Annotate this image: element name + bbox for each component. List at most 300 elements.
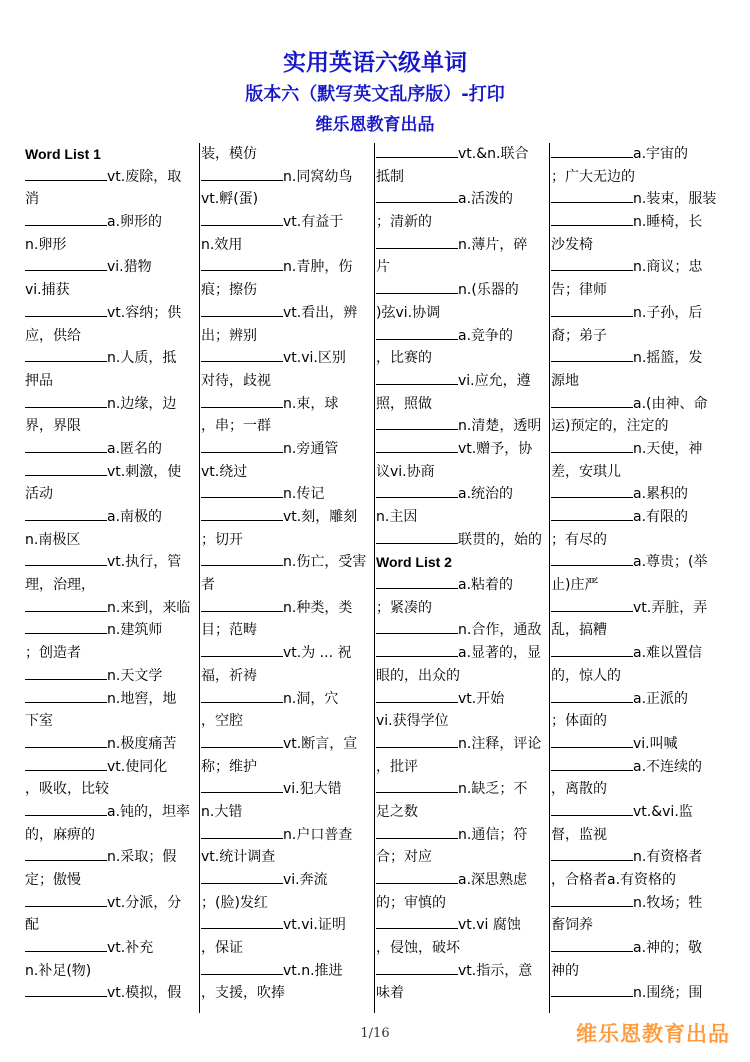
- word-entry-line: [24, 234, 194, 257]
- entry-text: n.通信；符: [458, 826, 528, 843]
- entry-text: vt.绕过: [201, 463, 248, 480]
- entry-text: n.传记: [283, 486, 325, 503]
- word-entry-line: [24, 529, 194, 552]
- word-entry-line: [200, 597, 370, 620]
- word-entry-line: [375, 801, 545, 824]
- entry-text: ，空腔: [201, 713, 243, 730]
- entry-text: 抵制: [376, 168, 404, 185]
- word-list-heading: [24, 143, 194, 166]
- word-entry-line: [375, 597, 545, 620]
- word-entry-line: [24, 960, 194, 983]
- blank-underline: [376, 619, 458, 634]
- word-entry-line: [24, 166, 194, 189]
- blank-underline: [551, 483, 633, 498]
- entry-text: n.户口普查: [283, 826, 353, 843]
- entry-text: 畜饲养: [551, 917, 593, 934]
- blank-underline: [201, 688, 283, 703]
- blank-underline: [25, 733, 107, 748]
- blank-underline: [376, 529, 458, 544]
- blank-underline: [551, 756, 633, 771]
- word-entry-line: [550, 756, 720, 779]
- entry-text: n.摇篮，发: [633, 350, 703, 367]
- entry-text: vt.指示，意: [458, 962, 533, 979]
- entry-text: 的；审慎的: [376, 894, 446, 911]
- entry-text: n.来到，来临: [107, 599, 191, 616]
- blank-underline: [25, 347, 107, 362]
- blank-underline: [551, 937, 633, 952]
- entry-text: 配: [25, 917, 39, 934]
- word-entry-line: [375, 846, 545, 869]
- entry-text: a.正派的: [633, 690, 689, 707]
- word-entry-line: [200, 256, 370, 279]
- word-entry-line: [24, 438, 194, 461]
- word-entry-line: [375, 370, 545, 393]
- word-entry-line: [375, 461, 545, 484]
- page-number: 1/16: [360, 1026, 390, 1041]
- entry-text: vt.&vi.监: [633, 803, 693, 820]
- word-entry-line: [550, 370, 720, 393]
- word-entry-line: [24, 824, 194, 847]
- blank-underline: [376, 483, 458, 498]
- blank-underline: [551, 211, 633, 226]
- word-entry-line: [550, 302, 720, 325]
- blank-underline: [25, 302, 107, 317]
- entry-text: a.(由神、命: [633, 395, 708, 412]
- word-entry-line: [200, 960, 370, 983]
- blank-underline: [25, 597, 107, 612]
- blank-underline: [551, 982, 633, 997]
- word-entry-line: [550, 710, 720, 733]
- entry-text: n.有资格者: [633, 849, 703, 866]
- word-list-columns: [20, 143, 734, 1013]
- word-entry-line: [375, 325, 545, 348]
- word-entry-line: [24, 937, 194, 960]
- entry-text: a.竞争的: [458, 327, 514, 344]
- word-entry-line: [550, 688, 720, 711]
- entry-text: 照，照做: [376, 395, 432, 412]
- blank-underline: [201, 960, 283, 975]
- blank-underline: [25, 438, 107, 453]
- entry-text: 消: [25, 191, 39, 208]
- page-title: 实用英语六级单词: [283, 50, 467, 76]
- word-entry-line: [550, 279, 720, 302]
- entry-text: n.极度痛苦: [107, 735, 177, 752]
- word-entry-line: [375, 415, 545, 438]
- entry-text: 片: [376, 259, 390, 276]
- word-entry-line: [550, 665, 720, 688]
- entry-text: vi.奔流: [283, 872, 328, 888]
- word-entry-line: [24, 483, 194, 506]
- word-entry-line: [200, 234, 370, 257]
- word-entry-line: [200, 710, 370, 733]
- word-entry-line: [550, 982, 720, 1005]
- word-entry-line: [200, 211, 370, 234]
- word-entry-line: [24, 846, 194, 869]
- entry-text: 痕；擦伤: [201, 282, 257, 299]
- entry-text: n.伤亡，受害: [283, 554, 367, 571]
- blank-underline: [201, 869, 283, 884]
- word-entry-line: [200, 846, 370, 869]
- word-entry-line: [550, 166, 720, 189]
- entry-text: n.牧场；牲: [633, 894, 703, 911]
- word-entry-line: [550, 960, 720, 983]
- entry-text: ，合格者a.有资格的: [551, 872, 677, 888]
- word-entry-line: [24, 302, 194, 325]
- blank-underline: [376, 778, 458, 793]
- entry-text: ；切开: [201, 531, 243, 548]
- blank-underline: [25, 892, 107, 907]
- word-entry-line: [375, 824, 545, 847]
- blank-underline: [25, 619, 107, 634]
- entry-text: vt.模拟，假: [107, 985, 182, 1002]
- word-entry-line: [200, 461, 370, 484]
- entry-text: vt.断言，宣: [283, 735, 358, 752]
- word-entry-line: [200, 415, 370, 438]
- blank-underline: [201, 211, 283, 226]
- entry-text: ，批评: [376, 758, 418, 775]
- entry-text: n.注释，评论: [458, 735, 542, 752]
- word-entry-line: [200, 279, 370, 302]
- blank-underline: [25, 982, 107, 997]
- blank-underline: [25, 506, 107, 521]
- word-entry-line: [375, 211, 545, 234]
- word-entry-line: [200, 892, 370, 915]
- entry-text: vt.有益于: [283, 214, 344, 231]
- publisher-line: 维乐恩教育出品: [315, 115, 435, 135]
- blank-underline: [376, 438, 458, 453]
- word-entry-line: [200, 619, 370, 642]
- entry-text: 目；范畴: [201, 622, 257, 639]
- blank-underline: [376, 234, 458, 249]
- word-entry-line: [375, 279, 545, 302]
- entry-text: vt.为 ... 祝: [283, 645, 352, 662]
- word-entry-line: [24, 574, 194, 597]
- entry-text: n.地窖，地: [107, 690, 177, 707]
- entry-text: a.活泼的: [458, 191, 514, 208]
- entry-text: n.效用: [201, 236, 243, 253]
- word-entry-line: [200, 529, 370, 552]
- blank-underline: [376, 824, 458, 839]
- word-entry-line: [550, 551, 720, 574]
- entry-text: a.统治的: [458, 486, 514, 503]
- entry-text: 告；律师: [551, 282, 607, 299]
- word-entry-line: [550, 529, 720, 552]
- word-entry-line: [200, 370, 370, 393]
- word-entry-line: [24, 619, 194, 642]
- word-entry-line: [200, 166, 370, 189]
- entry-text: ，保证: [201, 940, 243, 957]
- page-subtitle: 版本六（默写英文乱序版）-打印: [245, 84, 505, 105]
- entry-text: ，吸收，比较: [25, 781, 109, 798]
- word-entry-line: [550, 778, 720, 801]
- entry-text: n.同窝幼鸟: [283, 168, 353, 185]
- word-entry-line: [200, 642, 370, 665]
- entry-text: 理，治理，: [25, 577, 95, 594]
- entry-text: n.商议；忠: [633, 259, 703, 276]
- word-entry-line: [24, 801, 194, 824]
- entry-text: n.边缘，边: [107, 395, 177, 412]
- entry-text: ，侵蚀，破坏: [376, 940, 460, 957]
- entry-text: a.尊贵；(举: [633, 554, 708, 571]
- blank-underline: [201, 166, 283, 181]
- blank-underline: [201, 597, 283, 612]
- entry-text: a.累积的: [633, 486, 689, 503]
- word-entry-line: [375, 914, 545, 937]
- entry-text: 联贯的，始的: [458, 531, 542, 548]
- word-entry-line: [375, 188, 545, 211]
- entry-text: 对待，歧视: [201, 372, 271, 389]
- entry-text: n.薄片，碎: [458, 236, 528, 253]
- watermark-logo: 维乐恩教育出品: [576, 1022, 730, 1046]
- entry-text: vt.执行，管: [107, 554, 182, 571]
- entry-text: 眼的，出众的: [376, 667, 460, 684]
- word-entry-line: [200, 325, 370, 348]
- blank-underline: [551, 551, 633, 566]
- entry-text: ；广大无边的: [551, 168, 635, 185]
- entry-text: n.天文学: [107, 667, 163, 684]
- entry-text: vt.孵(蛋): [201, 191, 259, 208]
- word-entry-line: [550, 143, 720, 166]
- word-entry-line: [550, 801, 720, 824]
- blank-underline: [376, 143, 458, 158]
- entry-text: 沙发椅: [551, 236, 593, 253]
- word-entry-line: [200, 347, 370, 370]
- entry-text: n.束，球: [283, 395, 339, 412]
- blank-underline: [376, 642, 458, 657]
- word-column-3: [374, 143, 545, 1013]
- blank-underline: [551, 688, 633, 703]
- word-entry-line: [200, 574, 370, 597]
- word-entry-line: [550, 393, 720, 416]
- word-entry-line: [550, 211, 720, 234]
- blank-underline: [376, 869, 458, 884]
- entry-text: n.种类，类: [283, 599, 353, 616]
- word-entry-line: [375, 619, 545, 642]
- word-entry-line: [24, 461, 194, 484]
- entry-text: n.采取；假: [107, 849, 177, 866]
- entry-text: 称；维护: [201, 758, 257, 775]
- blank-underline: [201, 438, 283, 453]
- entry-text: n.人质，抵: [107, 350, 177, 367]
- entry-text: 神的: [551, 962, 579, 979]
- blank-underline: [551, 733, 633, 748]
- word-column-2: [199, 143, 370, 1013]
- entry-text: ；体面的: [551, 713, 607, 730]
- word-entry-line: [24, 347, 194, 370]
- word-entry-line: [24, 914, 194, 937]
- entry-text: n.围绕；围: [633, 985, 703, 1002]
- entry-text: n.睡椅，长: [633, 214, 703, 231]
- entry-text: n.建筑师: [107, 622, 163, 639]
- blank-underline: [201, 256, 283, 271]
- blank-underline: [551, 188, 633, 203]
- word-list-heading: [375, 551, 545, 574]
- word-column-1: [24, 143, 194, 1013]
- blank-underline: [25, 846, 107, 861]
- word-entry-line: [375, 733, 545, 756]
- entry-text: 活动: [25, 486, 53, 503]
- entry-text: vi.获得学位: [376, 713, 449, 730]
- word-entry-line: [375, 574, 545, 597]
- word-entry-line: [550, 846, 720, 869]
- entry-text: a.难以置信: [633, 645, 703, 662]
- word-entry-line: [200, 801, 370, 824]
- entry-text: vt.统计调查: [201, 849, 276, 866]
- entry-text: a.钝的，坦率: [107, 803, 191, 820]
- blank-underline: [551, 892, 633, 907]
- word-entry-line: [24, 710, 194, 733]
- blank-underline: [25, 665, 107, 680]
- word-entry-line: [200, 393, 370, 416]
- entry-text: ，串；一群: [201, 418, 271, 435]
- word-entry-line: [375, 937, 545, 960]
- blank-underline: [376, 574, 458, 589]
- entry-text: 装，模仿: [201, 146, 257, 162]
- blank-underline: [201, 733, 283, 748]
- word-entry-line: [200, 506, 370, 529]
- entry-text: 乱，搞糟: [551, 622, 607, 639]
- word-entry-line: [375, 143, 545, 166]
- blank-underline: [376, 914, 458, 929]
- word-entry-line: [550, 234, 720, 257]
- entry-text: vi.叫喊: [633, 735, 678, 752]
- word-entry-line: [200, 914, 370, 937]
- entry-text: n.天使，神: [633, 440, 703, 457]
- word-entry-line: [200, 483, 370, 506]
- word-entry-line: [375, 710, 545, 733]
- entry-text: 的，惊人的: [551, 667, 621, 684]
- entry-text: vt.n.推进: [283, 962, 343, 979]
- word-entry-line: [24, 778, 194, 801]
- word-entry-line: [24, 370, 194, 393]
- blank-underline: [376, 415, 458, 430]
- blank-underline: [376, 733, 458, 748]
- entry-text: n.卵形: [25, 236, 67, 253]
- entry-text: 出；辨别: [201, 327, 257, 344]
- word-entry-line: [200, 756, 370, 779]
- entry-text: 福，祈祷: [201, 667, 257, 684]
- entry-text: vt.使同化: [107, 758, 168, 775]
- blank-underline: [551, 438, 633, 453]
- word-entry-line: [375, 393, 545, 416]
- blank-underline: [25, 211, 107, 226]
- entry-text: 者: [201, 577, 215, 594]
- blank-underline: [201, 824, 283, 839]
- word-entry-line: [550, 461, 720, 484]
- entry-text: vt.&n.联合: [458, 146, 529, 162]
- entry-text: vt.弄脏，弄: [633, 599, 708, 616]
- entry-text: a.宇宙的: [633, 146, 689, 162]
- word-entry-line: [200, 688, 370, 711]
- word-entry-line: [375, 688, 545, 711]
- entry-text: n.大错: [201, 803, 243, 820]
- blank-underline: [201, 483, 283, 498]
- blank-underline: [25, 393, 107, 408]
- word-entry-line: [24, 733, 194, 756]
- word-entry-line: [375, 483, 545, 506]
- word-entry-line: [375, 256, 545, 279]
- entry-text: vt.分派，分: [107, 894, 182, 911]
- entry-text: 足之数: [376, 803, 418, 820]
- entry-text: 界，界限: [25, 418, 81, 435]
- blank-underline: [201, 778, 283, 793]
- blank-underline: [201, 914, 283, 929]
- entry-text: ；清新的: [376, 214, 432, 231]
- blank-underline: [25, 688, 107, 703]
- entry-text: vt.vi.区别: [283, 350, 346, 367]
- entry-text: vi.应允，遵: [458, 372, 531, 389]
- entry-text: n.子孙，后: [633, 304, 703, 321]
- entry-text: 应，供给: [25, 327, 81, 344]
- entry-text: n.(乐器的: [458, 282, 519, 299]
- entry-text: ，离散的: [551, 781, 607, 798]
- word-entry-line: [24, 551, 194, 574]
- entry-text: a.匿名的: [107, 440, 163, 457]
- entry-text: n.装束，服装: [633, 191, 717, 208]
- blank-underline: [201, 347, 283, 362]
- entry-text: a.粘着的: [458, 577, 514, 594]
- entry-text: Word List 1: [25, 146, 101, 162]
- word-entry-line: [24, 393, 194, 416]
- word-entry-line: [375, 302, 545, 325]
- blank-underline: [376, 370, 458, 385]
- entry-text: 味着: [376, 985, 404, 1002]
- word-entry-line: [200, 302, 370, 325]
- word-entry-line: [550, 347, 720, 370]
- entry-text: 督，监视: [551, 826, 607, 843]
- word-entry-line: [24, 415, 194, 438]
- word-entry-line: [24, 506, 194, 529]
- blank-underline: [551, 846, 633, 861]
- blank-underline: [551, 302, 633, 317]
- word-entry-line: [200, 551, 370, 574]
- word-entry-line: [375, 347, 545, 370]
- word-entry-line: [550, 619, 720, 642]
- word-entry-line: [550, 256, 720, 279]
- blank-underline: [551, 393, 633, 408]
- entry-text: vt.补充: [107, 940, 154, 957]
- entry-text: Word List 2: [376, 554, 452, 571]
- entry-text: ；紧凑的: [376, 599, 432, 616]
- word-entry-line: [24, 279, 194, 302]
- word-entry-line: [375, 642, 545, 665]
- entry-text: n.清楚，透明: [458, 418, 542, 435]
- entry-text: 合；对应: [376, 849, 432, 866]
- word-entry-line: [550, 869, 720, 892]
- entry-text: ；(脸)发红: [201, 894, 268, 911]
- entry-text: n.旁通管: [283, 440, 339, 457]
- entry-text: vt.vi 腐蚀: [458, 917, 521, 934]
- word-entry-line: [24, 325, 194, 348]
- entry-text: a.显著的，显: [458, 645, 542, 662]
- entry-text: 源地: [551, 372, 579, 389]
- word-entry-line: [375, 756, 545, 779]
- word-entry-line: [200, 733, 370, 756]
- blank-underline: [25, 551, 107, 566]
- word-entry-line: [550, 188, 720, 211]
- entry-text: ，比赛的: [376, 350, 432, 367]
- word-entry-line: [550, 574, 720, 597]
- entry-text: n.主因: [376, 509, 418, 525]
- word-entry-line: [375, 665, 545, 688]
- word-entry-line: [200, 188, 370, 211]
- word-entry-line: [375, 892, 545, 915]
- entry-text: a.南极的: [107, 509, 163, 525]
- entry-text: ，支援，吹捧: [201, 985, 285, 1002]
- word-entry-line: [550, 914, 720, 937]
- entry-text: ；创造者: [25, 645, 81, 662]
- blank-underline: [551, 506, 633, 521]
